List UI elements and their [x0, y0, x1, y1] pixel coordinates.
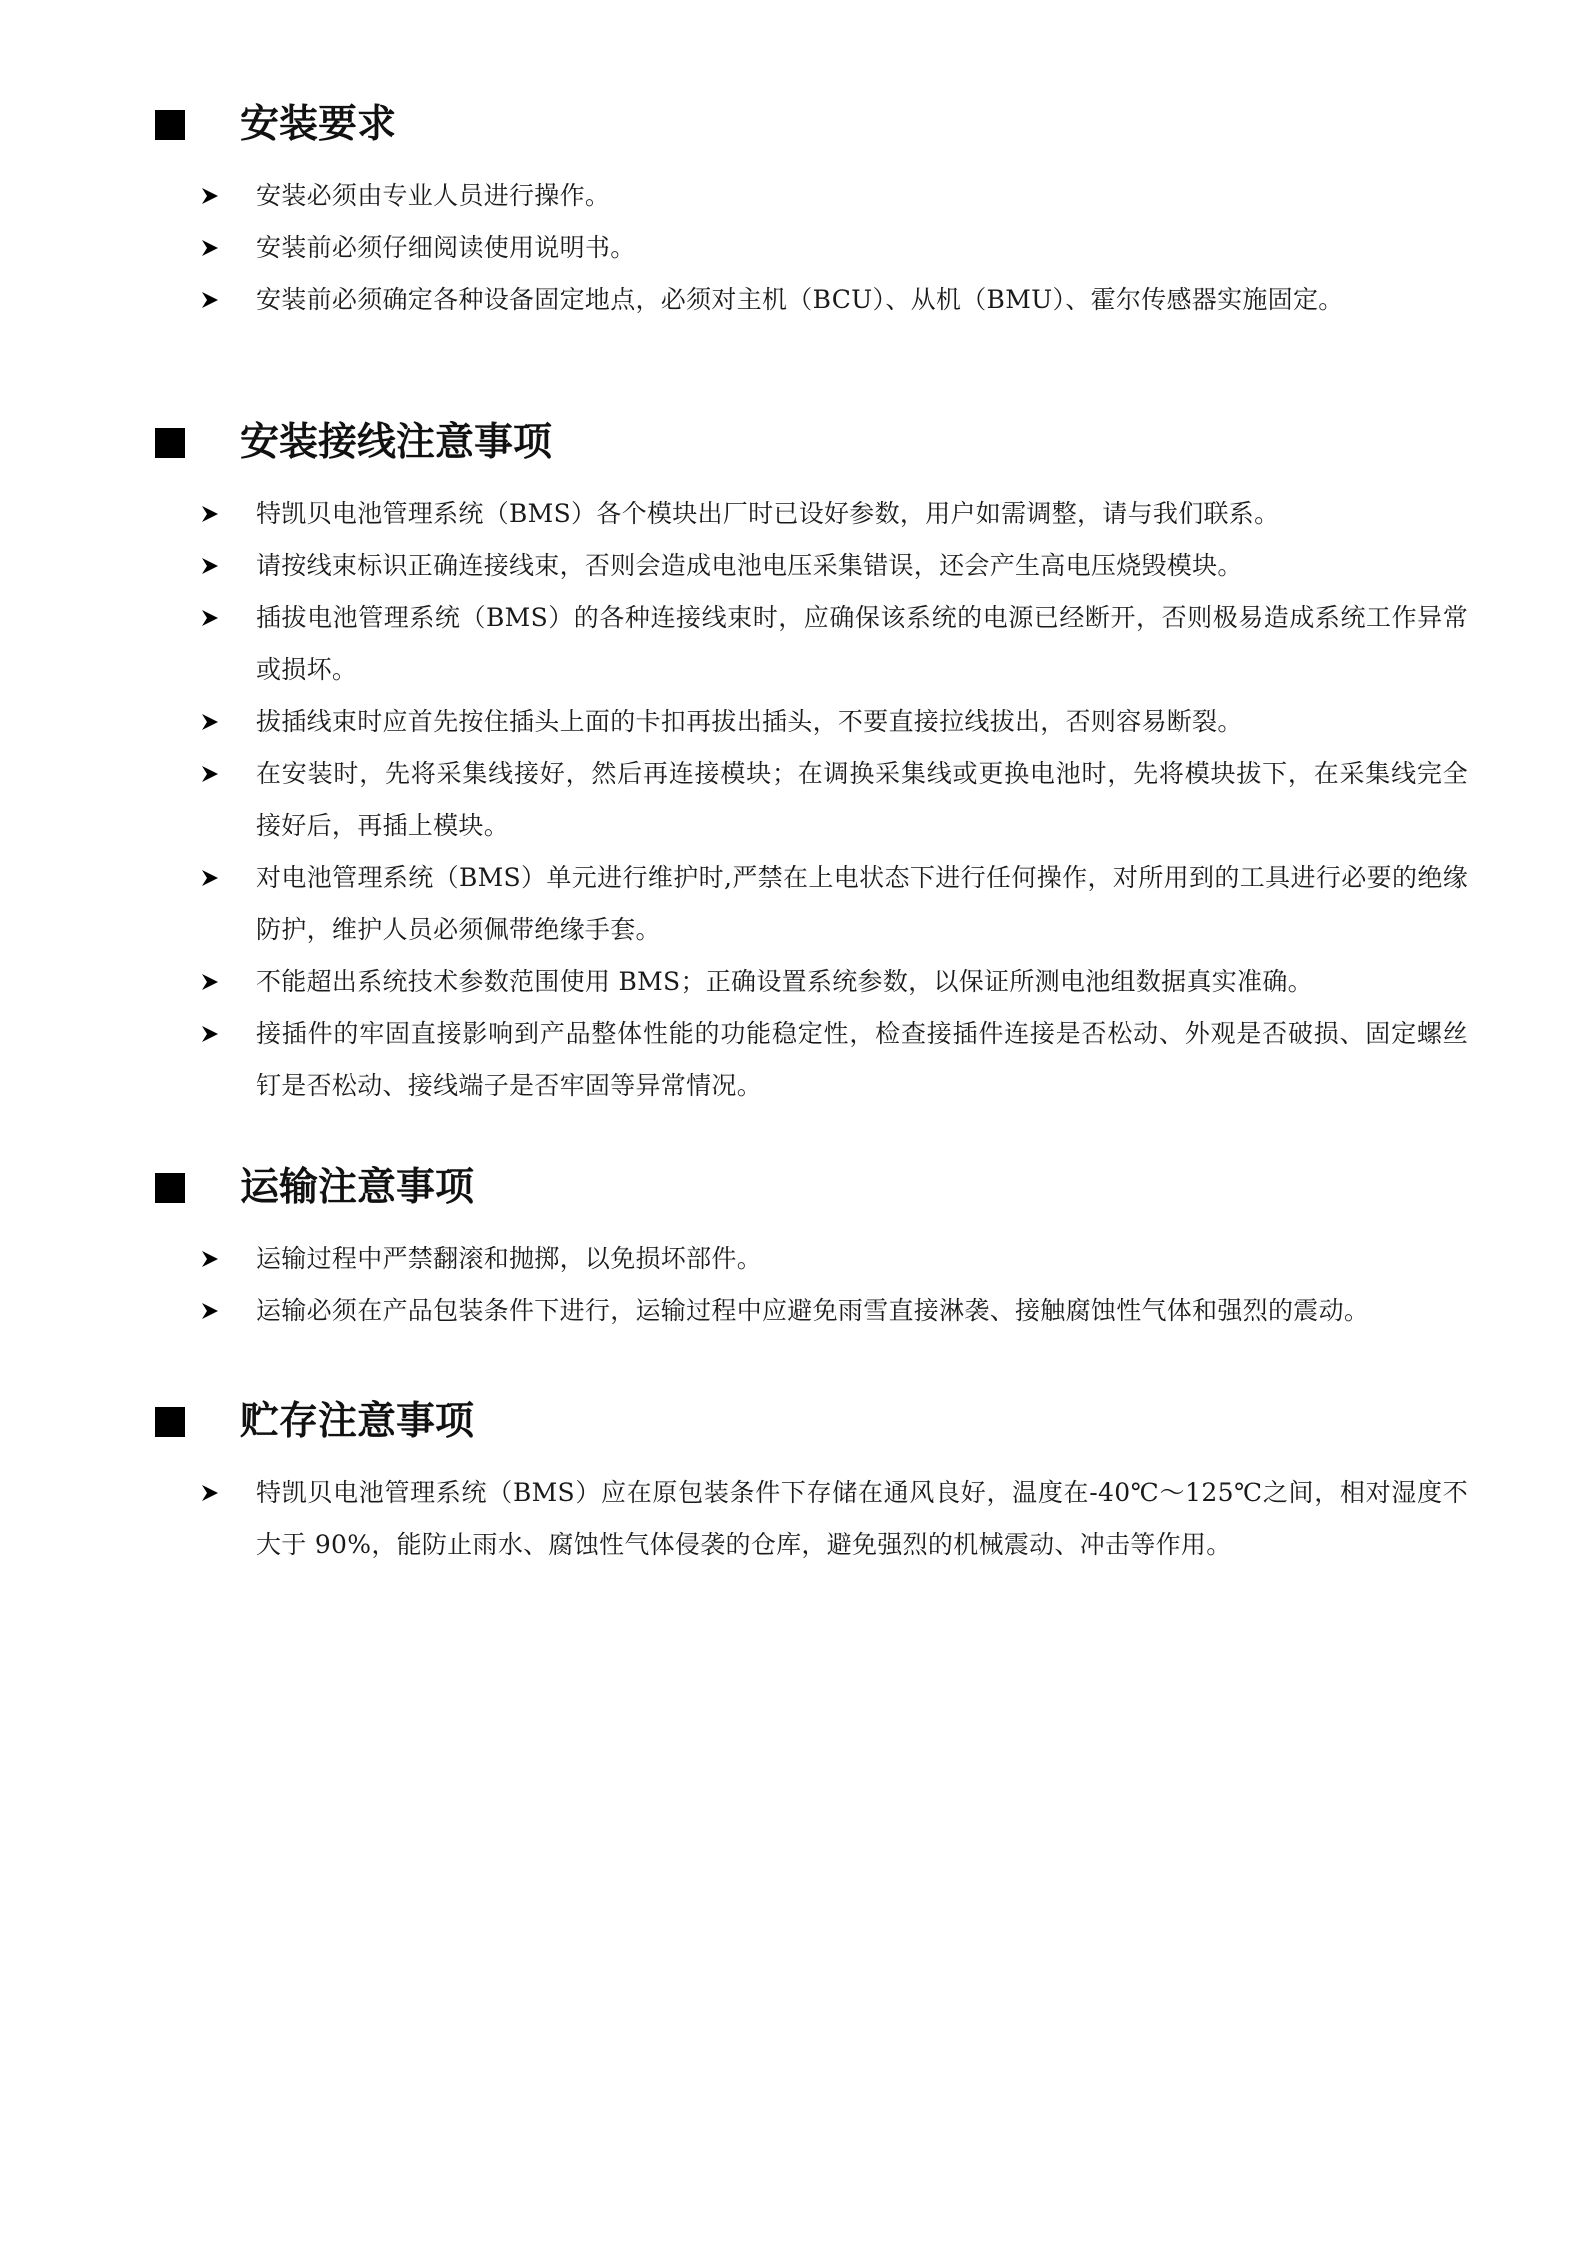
square-bullet-icon — [155, 110, 185, 140]
section-header — [155, 100, 397, 150]
arrow-bullet-icon — [200, 852, 222, 904]
section-title: 安装接线注意事项 — [240, 420, 553, 465]
list-item-text: 不能超出系统技术参数范围使用 BMS；正确设置系统参数，以保证所测电池组数据真实准确。 — [256, 967, 1313, 996]
section-title: 安装要求 — [240, 102, 397, 147]
square-bullet-icon — [155, 1407, 185, 1437]
list-item — [0, 1285, 1468, 1337]
list-item — [0, 1233, 1468, 1285]
arrow-bullet-icon — [200, 274, 222, 326]
arrow-bullet-icon — [200, 1285, 222, 1337]
list-item — [0, 748, 1468, 852]
bullet-list — [0, 170, 1587, 326]
arrow-bullet-icon — [200, 1467, 222, 1519]
square-bullet-icon — [155, 428, 185, 458]
list-item-text: 安装前必须确定各种设备固定地点，必须对主机（BCU）、从机（BMU）、霍尔传感器实施固定。 — [256, 285, 1344, 314]
list-item — [0, 170, 1468, 222]
list-item-text: 特凯贝电池管理系统（BMS）各个模块出厂时已设好参数，用户如需调整，请与我们联系。 — [256, 499, 1280, 528]
list-item — [0, 222, 1468, 274]
list-item-text: 接插件的牢固直接影响到产品整体性能的功能稳定性，检查接插件连接是否松动、外观是否破损、固定螺丝钉是否松动、接线端子是否牢固等异常情况。 — [256, 1019, 1468, 1100]
arrow-bullet-icon — [200, 1233, 222, 1285]
list-item-text: 插拔电池管理系统（BMS）的各种连接线束时，应确保该系统的电源已经断开，否则极易造成系统工作异常或损坏。 — [256, 603, 1468, 684]
section-header — [155, 1163, 475, 1213]
arrow-bullet-icon — [200, 592, 222, 644]
bullet-list — [0, 1233, 1587, 1337]
arrow-bullet-icon — [200, 956, 222, 1008]
bullet-list — [0, 1467, 1587, 1571]
list-item-text: 拔插线束时应首先按住插头上面的卡扣再拔出插头，不要直接拉线拔出，否则容易断裂。 — [256, 707, 1243, 736]
arrow-bullet-icon — [200, 222, 222, 274]
bullet-list — [0, 488, 1587, 1112]
list-item-text: 运输过程中严禁翻滚和抛掷，以免损坏部件。 — [256, 1244, 763, 1273]
list-item — [0, 1467, 1468, 1571]
list-item — [0, 852, 1468, 956]
arrow-bullet-icon — [200, 488, 222, 540]
list-item-text: 在安装时，先将采集线接好，然后再连接模块；在调换采集线或更换电池时，先将模块拔下，在采集线完全接好后，再插上模块。 — [256, 759, 1468, 840]
list-item — [0, 1008, 1468, 1112]
list-item — [0, 540, 1468, 592]
list-item-text: 对电池管理系统（BMS）单元进行维护时,严禁在上电状态下进行任何操作，对所用到的工具进行必要的绝缘防护，维护人员必须佩带绝缘手套。 — [256, 863, 1468, 944]
section-header — [155, 418, 553, 468]
list-item — [0, 956, 1468, 1008]
list-item — [0, 592, 1468, 696]
arrow-bullet-icon — [200, 696, 222, 748]
list-item-text: 运输必须在产品包装条件下进行，运输过程中应避免雨雪直接淋袭、接触腐蚀性气体和强烈的震动。 — [256, 1296, 1370, 1325]
list-item-text: 特凯贝电池管理系统（BMS）应在原包装条件下存储在通风良好，温度在-40℃～125℃之间，相对湿度不大于 90%，能防止雨水、腐蚀性气体侵袭的仓库，避免强烈的机械震动、冲击等作用。 — [256, 1478, 1468, 1559]
list-item — [0, 696, 1468, 748]
list-item-text: 安装必须由专业人员进行操作。 — [256, 181, 611, 210]
section-title: 运输注意事项 — [240, 1165, 475, 1210]
arrow-bullet-icon — [200, 540, 222, 592]
list-item — [0, 274, 1468, 326]
list-item — [0, 488, 1468, 540]
list-item-text: 请按线束标识正确连接线束，否则会造成电池电压采集错误，还会产生高电压烧毁模块。 — [256, 551, 1243, 580]
arrow-bullet-icon — [200, 748, 222, 800]
arrow-bullet-icon — [200, 170, 222, 222]
arrow-bullet-icon — [200, 1008, 222, 1060]
list-item-text: 安装前必须仔细阅读使用说明书。 — [256, 233, 636, 262]
section-title: 贮存注意事项 — [240, 1399, 475, 1444]
section-header — [155, 1397, 475, 1447]
square-bullet-icon — [155, 1173, 185, 1203]
